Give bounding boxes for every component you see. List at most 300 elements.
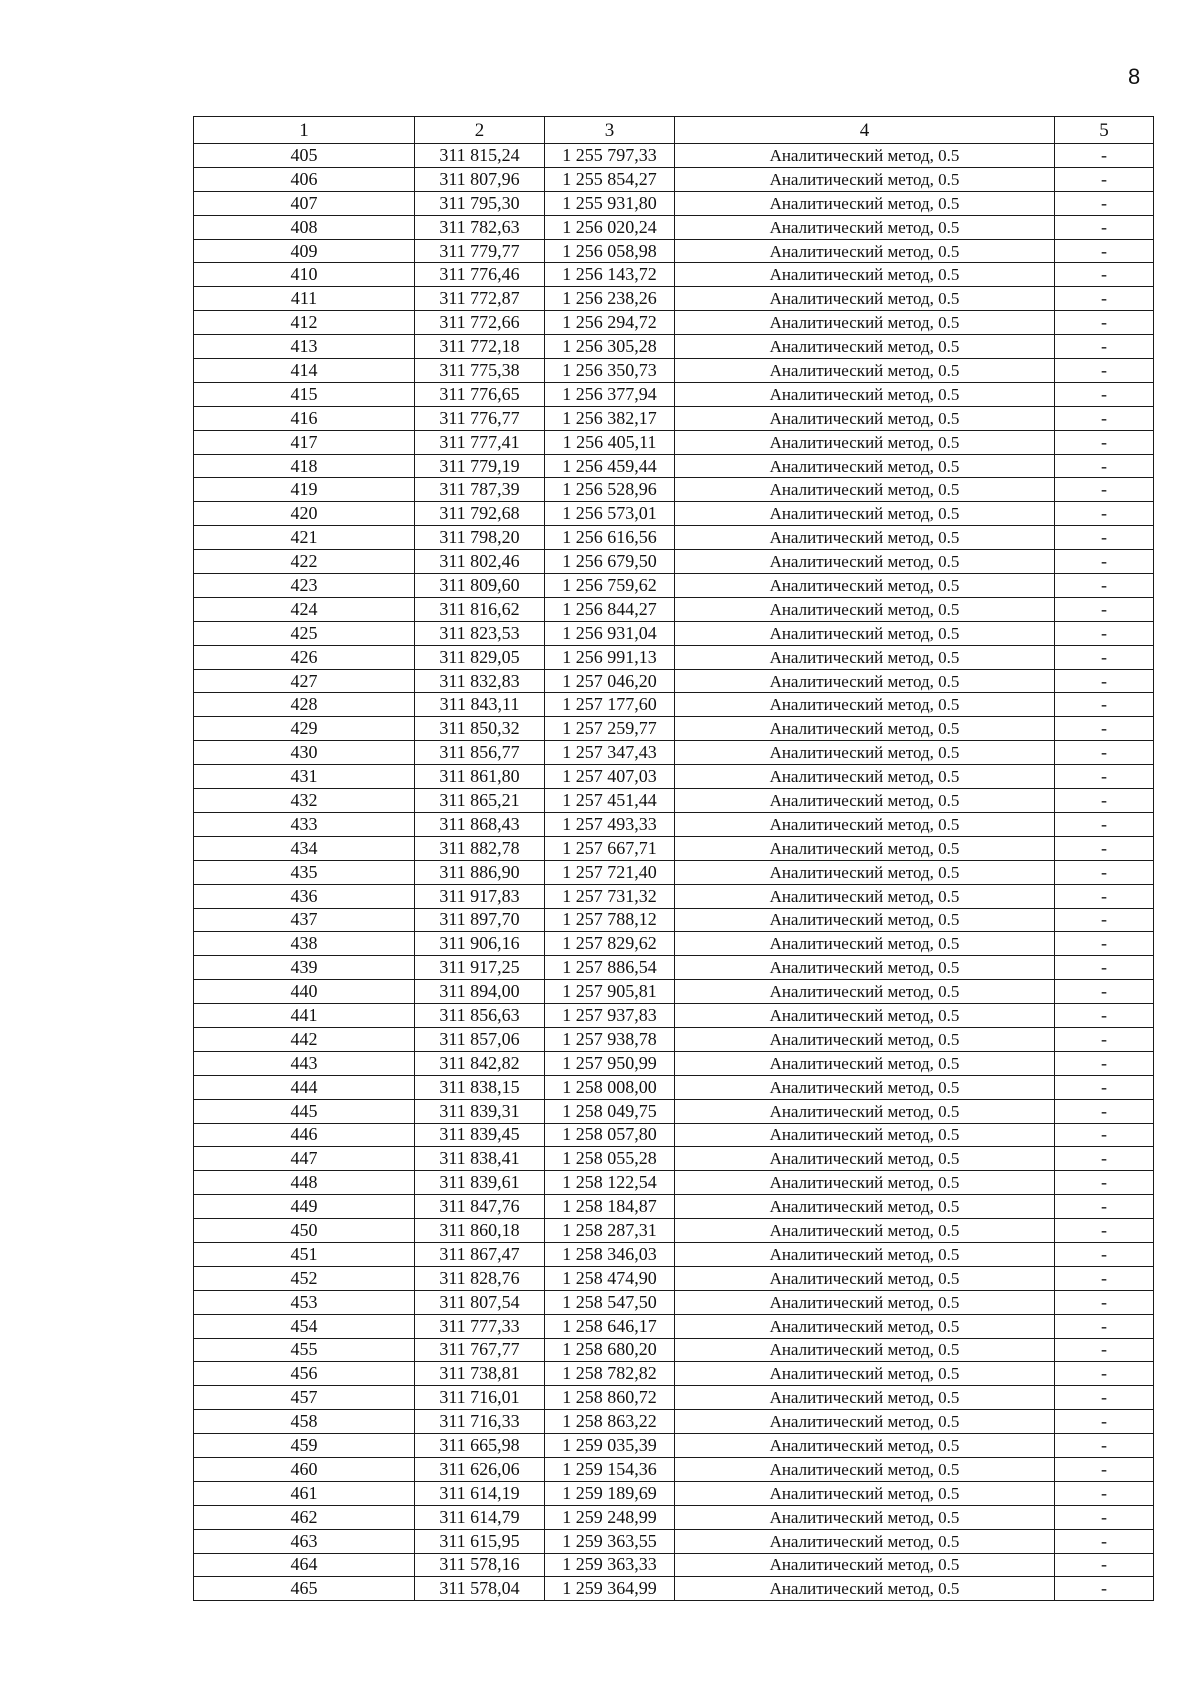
x-coordinate-cell: 311 917,83 — [415, 884, 545, 908]
y-coordinate-cell: 1 257 886,54 — [545, 956, 675, 980]
note-cell: - — [1055, 1123, 1154, 1147]
method-cell: Аналитический метод, 0.5 — [675, 263, 1055, 287]
method-cell: Аналитический метод, 0.5 — [675, 502, 1055, 526]
note-cell: - — [1055, 430, 1154, 454]
method-cell: Аналитический метод, 0.5 — [675, 741, 1055, 765]
note-cell: - — [1055, 1457, 1154, 1481]
y-coordinate-cell: 1 256 459,44 — [545, 454, 675, 478]
table-row — [194, 1219, 1154, 1243]
point-number-cell: 464 — [194, 1553, 415, 1577]
header-col-4: 4 — [675, 117, 1055, 144]
table-row — [194, 1099, 1154, 1123]
table-row — [194, 789, 1154, 813]
method-cell: Аналитический метод, 0.5 — [675, 1481, 1055, 1505]
x-coordinate-cell: 311 839,31 — [415, 1099, 545, 1123]
note-cell: - — [1055, 1099, 1154, 1123]
x-coordinate-cell: 311 772,87 — [415, 287, 545, 311]
y-coordinate-cell: 1 257 493,33 — [545, 812, 675, 836]
y-coordinate-cell: 1 259 248,99 — [545, 1505, 675, 1529]
point-number-cell: 412 — [194, 311, 415, 335]
y-coordinate-cell: 1 258 055,28 — [545, 1147, 675, 1171]
table-row — [194, 1386, 1154, 1410]
note-cell: - — [1055, 693, 1154, 717]
method-cell: Аналитический метод, 0.5 — [675, 1434, 1055, 1458]
table-row — [194, 406, 1154, 430]
table-body — [194, 144, 1154, 1601]
point-number-cell: 454 — [194, 1314, 415, 1338]
method-cell: Аналитический метод, 0.5 — [675, 430, 1055, 454]
table-row — [194, 1242, 1154, 1266]
x-coordinate-cell: 311 894,00 — [415, 980, 545, 1004]
method-cell: Аналитический метод, 0.5 — [675, 1577, 1055, 1601]
point-number-cell: 434 — [194, 836, 415, 860]
note-cell: - — [1055, 1410, 1154, 1434]
table-row — [194, 1457, 1154, 1481]
x-coordinate-cell: 311 850,32 — [415, 717, 545, 741]
method-cell: Аналитический метод, 0.5 — [675, 311, 1055, 335]
method-cell: Аналитический метод, 0.5 — [675, 1505, 1055, 1529]
method-cell: Аналитический метод, 0.5 — [675, 932, 1055, 956]
y-coordinate-cell: 1 256 844,27 — [545, 597, 675, 621]
point-number-cell: 459 — [194, 1434, 415, 1458]
table-row — [194, 1553, 1154, 1577]
note-cell: - — [1055, 382, 1154, 406]
note-cell: - — [1055, 1075, 1154, 1099]
note-cell: - — [1055, 1529, 1154, 1553]
point-number-cell: 463 — [194, 1529, 415, 1553]
table-row — [194, 1481, 1154, 1505]
y-coordinate-cell: 1 255 797,33 — [545, 144, 675, 168]
y-coordinate-cell: 1 257 347,43 — [545, 741, 675, 765]
point-number-cell: 465 — [194, 1577, 415, 1601]
x-coordinate-cell: 311 823,53 — [415, 621, 545, 645]
table-row — [194, 1410, 1154, 1434]
method-cell: Аналитический метод, 0.5 — [675, 1529, 1055, 1553]
table-row — [194, 1529, 1154, 1553]
note-cell: - — [1055, 669, 1154, 693]
point-number-cell: 406 — [194, 167, 415, 191]
y-coordinate-cell: 1 256 573,01 — [545, 502, 675, 526]
y-coordinate-cell: 1 258 346,03 — [545, 1242, 675, 1266]
method-cell: Аналитический метод, 0.5 — [675, 191, 1055, 215]
x-coordinate-cell: 311 860,18 — [415, 1219, 545, 1243]
table-row — [194, 1075, 1154, 1099]
point-number-cell: 426 — [194, 645, 415, 669]
y-coordinate-cell: 1 257 938,78 — [545, 1027, 675, 1051]
point-number-cell: 447 — [194, 1147, 415, 1171]
x-coordinate-cell: 311 614,79 — [415, 1505, 545, 1529]
note-cell: - — [1055, 932, 1154, 956]
note-cell: - — [1055, 621, 1154, 645]
note-cell: - — [1055, 1171, 1154, 1195]
x-coordinate-cell: 311 777,41 — [415, 430, 545, 454]
table-row — [194, 860, 1154, 884]
x-coordinate-cell: 311 897,70 — [415, 908, 545, 932]
x-coordinate-cell: 311 861,80 — [415, 765, 545, 789]
note-cell: - — [1055, 478, 1154, 502]
x-coordinate-cell: 311 776,46 — [415, 263, 545, 287]
x-coordinate-cell: 311 795,30 — [415, 191, 545, 215]
note-cell: - — [1055, 335, 1154, 359]
method-cell: Аналитический метод, 0.5 — [675, 1553, 1055, 1577]
point-number-cell: 458 — [194, 1410, 415, 1434]
table-row — [194, 693, 1154, 717]
y-coordinate-cell: 1 258 049,75 — [545, 1099, 675, 1123]
note-cell: - — [1055, 1051, 1154, 1075]
y-coordinate-cell: 1 256 020,24 — [545, 215, 675, 239]
y-coordinate-cell: 1 257 046,20 — [545, 669, 675, 693]
point-number-cell: 443 — [194, 1051, 415, 1075]
table-row — [194, 621, 1154, 645]
page-number: 8 — [1128, 64, 1141, 89]
point-number-cell: 413 — [194, 335, 415, 359]
note-cell: - — [1055, 812, 1154, 836]
table-row — [194, 215, 1154, 239]
y-coordinate-cell: 1 257 829,62 — [545, 932, 675, 956]
point-number-cell: 420 — [194, 502, 415, 526]
x-coordinate-cell: 311 614,19 — [415, 1481, 545, 1505]
y-coordinate-cell: 1 256 305,28 — [545, 335, 675, 359]
point-number-cell: 415 — [194, 382, 415, 406]
x-coordinate-cell: 311 792,68 — [415, 502, 545, 526]
x-coordinate-cell: 311 772,18 — [415, 335, 545, 359]
note-cell: - — [1055, 1147, 1154, 1171]
point-number-cell: 423 — [194, 574, 415, 598]
y-coordinate-cell: 1 259 189,69 — [545, 1481, 675, 1505]
table-row — [194, 1004, 1154, 1028]
y-coordinate-cell: 1 257 937,83 — [545, 1004, 675, 1028]
method-cell: Аналитический метод, 0.5 — [675, 239, 1055, 263]
table-row — [194, 980, 1154, 1004]
note-cell: - — [1055, 836, 1154, 860]
x-coordinate-cell: 311 809,60 — [415, 574, 545, 598]
table-row — [194, 454, 1154, 478]
table-row — [194, 478, 1154, 502]
note-cell: - — [1055, 215, 1154, 239]
table-row — [194, 335, 1154, 359]
note-cell: - — [1055, 1434, 1154, 1458]
table-row — [194, 932, 1154, 956]
x-coordinate-cell: 311 847,76 — [415, 1195, 545, 1219]
header-col-3: 3 — [545, 117, 675, 144]
table-row — [194, 908, 1154, 932]
x-coordinate-cell: 311 578,04 — [415, 1577, 545, 1601]
method-cell: Аналитический метод, 0.5 — [675, 167, 1055, 191]
x-coordinate-cell: 311 868,43 — [415, 812, 545, 836]
y-coordinate-cell: 1 258 057,80 — [545, 1123, 675, 1147]
y-coordinate-cell: 1 258 184,87 — [545, 1195, 675, 1219]
table-row — [194, 1266, 1154, 1290]
header-col-1: 1 — [194, 117, 415, 144]
x-coordinate-cell: 311 772,66 — [415, 311, 545, 335]
method-cell: Аналитический метод, 0.5 — [675, 1457, 1055, 1481]
x-coordinate-cell: 311 776,65 — [415, 382, 545, 406]
note-cell: - — [1055, 1362, 1154, 1386]
table-row — [194, 1123, 1154, 1147]
table-row — [194, 1195, 1154, 1219]
x-coordinate-cell: 311 856,63 — [415, 1004, 545, 1028]
point-number-cell: 446 — [194, 1123, 415, 1147]
x-coordinate-cell: 311 838,15 — [415, 1075, 545, 1099]
table-row — [194, 597, 1154, 621]
table-row — [194, 884, 1154, 908]
y-coordinate-cell: 1 259 154,36 — [545, 1457, 675, 1481]
note-cell: - — [1055, 645, 1154, 669]
point-number-cell: 444 — [194, 1075, 415, 1099]
method-cell: Аналитический метод, 0.5 — [675, 836, 1055, 860]
method-cell: Аналитический метод, 0.5 — [675, 1099, 1055, 1123]
note-cell: - — [1055, 144, 1154, 168]
table-row — [194, 1290, 1154, 1314]
table-row — [194, 574, 1154, 598]
method-cell: Аналитический метод, 0.5 — [675, 1219, 1055, 1243]
x-coordinate-cell: 311 578,16 — [415, 1553, 545, 1577]
method-cell: Аналитический метод, 0.5 — [675, 908, 1055, 932]
method-cell: Аналитический метод, 0.5 — [675, 1290, 1055, 1314]
x-coordinate-cell: 311 828,76 — [415, 1266, 545, 1290]
table-row — [194, 550, 1154, 574]
table-row — [194, 812, 1154, 836]
method-cell: Аналитический метод, 0.5 — [675, 1386, 1055, 1410]
x-coordinate-cell: 311 842,82 — [415, 1051, 545, 1075]
note-cell: - — [1055, 1505, 1154, 1529]
point-number-cell: 419 — [194, 478, 415, 502]
y-coordinate-cell: 1 256 759,62 — [545, 574, 675, 598]
x-coordinate-cell: 311 626,06 — [415, 1457, 545, 1481]
method-cell: Аналитический метод, 0.5 — [675, 454, 1055, 478]
x-coordinate-cell: 311 738,81 — [415, 1362, 545, 1386]
x-coordinate-cell: 311 839,61 — [415, 1171, 545, 1195]
table-row — [194, 263, 1154, 287]
y-coordinate-cell: 1 258 860,72 — [545, 1386, 675, 1410]
table-row — [194, 1362, 1154, 1386]
x-coordinate-cell: 311 779,77 — [415, 239, 545, 263]
x-coordinate-cell: 311 816,62 — [415, 597, 545, 621]
x-coordinate-cell: 311 615,95 — [415, 1529, 545, 1553]
point-number-cell: 407 — [194, 191, 415, 215]
y-coordinate-cell: 1 257 905,81 — [545, 980, 675, 1004]
x-coordinate-cell: 311 865,21 — [415, 789, 545, 813]
point-number-cell: 410 — [194, 263, 415, 287]
note-cell: - — [1055, 1027, 1154, 1051]
y-coordinate-cell: 1 258 008,00 — [545, 1075, 675, 1099]
x-coordinate-cell: 311 782,63 — [415, 215, 545, 239]
point-number-cell: 427 — [194, 669, 415, 693]
table-header — [194, 117, 1154, 144]
x-coordinate-cell: 311 807,96 — [415, 167, 545, 191]
point-number-cell: 435 — [194, 860, 415, 884]
method-cell: Аналитический метод, 0.5 — [675, 765, 1055, 789]
method-cell: Аналитический метод, 0.5 — [675, 382, 1055, 406]
x-coordinate-cell: 311 832,83 — [415, 669, 545, 693]
note-cell: - — [1055, 502, 1154, 526]
method-cell: Аналитический метод, 0.5 — [675, 1027, 1055, 1051]
header-col-5: 5 — [1055, 117, 1154, 144]
note-cell: - — [1055, 1386, 1154, 1410]
y-coordinate-cell: 1 255 854,27 — [545, 167, 675, 191]
method-cell: Аналитический метод, 0.5 — [675, 406, 1055, 430]
point-number-cell: 429 — [194, 717, 415, 741]
x-coordinate-cell: 311 815,24 — [415, 144, 545, 168]
method-cell: Аналитический метод, 0.5 — [675, 478, 1055, 502]
note-cell: - — [1055, 1219, 1154, 1243]
point-number-cell: 453 — [194, 1290, 415, 1314]
note-cell: - — [1055, 1242, 1154, 1266]
x-coordinate-cell: 311 807,54 — [415, 1290, 545, 1314]
table-row — [194, 836, 1154, 860]
point-number-cell: 450 — [194, 1219, 415, 1243]
method-cell: Аналитический метод, 0.5 — [675, 717, 1055, 741]
point-number-cell: 451 — [194, 1242, 415, 1266]
table-row — [194, 382, 1154, 406]
method-cell: Аналитический метод, 0.5 — [675, 287, 1055, 311]
point-number-cell: 408 — [194, 215, 415, 239]
table-row — [194, 645, 1154, 669]
point-number-cell: 452 — [194, 1266, 415, 1290]
x-coordinate-cell: 311 838,41 — [415, 1147, 545, 1171]
point-number-cell: 428 — [194, 693, 415, 717]
note-cell: - — [1055, 287, 1154, 311]
y-coordinate-cell: 1 257 177,60 — [545, 693, 675, 717]
note-cell: - — [1055, 1195, 1154, 1219]
note-cell: - — [1055, 359, 1154, 383]
x-coordinate-cell: 311 906,16 — [415, 932, 545, 956]
table-row — [194, 1577, 1154, 1601]
note-cell: - — [1055, 1338, 1154, 1362]
x-coordinate-cell: 311 776,77 — [415, 406, 545, 430]
note-cell: - — [1055, 717, 1154, 741]
table-row — [194, 1505, 1154, 1529]
point-number-cell: 411 — [194, 287, 415, 311]
table-row — [194, 1434, 1154, 1458]
method-cell: Аналитический метод, 0.5 — [675, 1147, 1055, 1171]
method-cell: Аналитический метод, 0.5 — [675, 1314, 1055, 1338]
method-cell: Аналитический метод, 0.5 — [675, 597, 1055, 621]
method-cell: Аналитический метод, 0.5 — [675, 526, 1055, 550]
method-cell: Аналитический метод, 0.5 — [675, 645, 1055, 669]
y-coordinate-cell: 1 256 058,98 — [545, 239, 675, 263]
x-coordinate-cell: 311 857,06 — [415, 1027, 545, 1051]
y-coordinate-cell: 1 257 451,44 — [545, 789, 675, 813]
y-coordinate-cell: 1 259 035,39 — [545, 1434, 675, 1458]
table-row — [194, 287, 1154, 311]
y-coordinate-cell: 1 256 350,73 — [545, 359, 675, 383]
method-cell: Аналитический метод, 0.5 — [675, 621, 1055, 645]
table-row — [194, 167, 1154, 191]
point-number-cell: 449 — [194, 1195, 415, 1219]
method-cell: Аналитический метод, 0.5 — [675, 1123, 1055, 1147]
table-row — [194, 669, 1154, 693]
table-row — [194, 717, 1154, 741]
method-cell: Аналитический метод, 0.5 — [675, 1410, 1055, 1434]
note-cell: - — [1055, 789, 1154, 813]
point-number-cell: 448 — [194, 1171, 415, 1195]
method-cell: Аналитический метод, 0.5 — [675, 1266, 1055, 1290]
note-cell: - — [1055, 908, 1154, 932]
method-cell: Аналитический метод, 0.5 — [675, 884, 1055, 908]
method-cell: Аналитический метод, 0.5 — [675, 1338, 1055, 1362]
x-coordinate-cell: 311 917,25 — [415, 956, 545, 980]
table-row — [194, 765, 1154, 789]
point-number-cell: 442 — [194, 1027, 415, 1051]
method-cell: Аналитический метод, 0.5 — [675, 574, 1055, 598]
note-cell: - — [1055, 311, 1154, 335]
method-cell: Аналитический метод, 0.5 — [675, 1051, 1055, 1075]
method-cell: Аналитический метод, 0.5 — [675, 860, 1055, 884]
y-coordinate-cell: 1 256 679,50 — [545, 550, 675, 574]
y-coordinate-cell: 1 256 405,11 — [545, 430, 675, 454]
x-coordinate-cell: 311 867,47 — [415, 1242, 545, 1266]
y-coordinate-cell: 1 258 863,22 — [545, 1410, 675, 1434]
point-number-cell: 418 — [194, 454, 415, 478]
point-number-cell: 440 — [194, 980, 415, 1004]
method-cell: Аналитический метод, 0.5 — [675, 1075, 1055, 1099]
note-cell: - — [1055, 263, 1154, 287]
note-cell: - — [1055, 1266, 1154, 1290]
point-number-cell: 424 — [194, 597, 415, 621]
point-number-cell: 431 — [194, 765, 415, 789]
y-coordinate-cell: 1 259 364,99 — [545, 1577, 675, 1601]
note-cell: - — [1055, 1004, 1154, 1028]
y-coordinate-cell: 1 258 782,82 — [545, 1362, 675, 1386]
y-coordinate-cell: 1 258 474,90 — [545, 1266, 675, 1290]
x-coordinate-cell: 311 829,05 — [415, 645, 545, 669]
method-cell: Аналитический метод, 0.5 — [675, 359, 1055, 383]
y-coordinate-cell: 1 258 547,50 — [545, 1290, 675, 1314]
point-number-cell: 414 — [194, 359, 415, 383]
table-row — [194, 956, 1154, 980]
table-row — [194, 741, 1154, 765]
y-coordinate-cell: 1 257 407,03 — [545, 765, 675, 789]
y-coordinate-cell: 1 256 931,04 — [545, 621, 675, 645]
header-row — [194, 117, 1154, 144]
table-row — [194, 144, 1154, 168]
x-coordinate-cell: 311 839,45 — [415, 1123, 545, 1147]
point-number-cell: 425 — [194, 621, 415, 645]
y-coordinate-cell: 1 256 377,94 — [545, 382, 675, 406]
point-number-cell: 439 — [194, 956, 415, 980]
table-row — [194, 430, 1154, 454]
note-cell: - — [1055, 980, 1154, 1004]
point-number-cell: 430 — [194, 741, 415, 765]
y-coordinate-cell: 1 258 646,17 — [545, 1314, 675, 1338]
x-coordinate-cell: 311 856,77 — [415, 741, 545, 765]
table-row — [194, 1338, 1154, 1362]
point-number-cell: 445 — [194, 1099, 415, 1123]
y-coordinate-cell: 1 258 680,20 — [545, 1338, 675, 1362]
y-coordinate-cell: 1 257 667,71 — [545, 836, 675, 860]
point-number-cell: 460 — [194, 1457, 415, 1481]
point-number-cell: 457 — [194, 1386, 415, 1410]
x-coordinate-cell: 311 779,19 — [415, 454, 545, 478]
method-cell: Аналитический метод, 0.5 — [675, 956, 1055, 980]
point-number-cell: 421 — [194, 526, 415, 550]
x-coordinate-cell: 311 775,38 — [415, 359, 545, 383]
method-cell: Аналитический метод, 0.5 — [675, 669, 1055, 693]
x-coordinate-cell: 311 843,11 — [415, 693, 545, 717]
y-coordinate-cell: 1 256 238,26 — [545, 287, 675, 311]
note-cell: - — [1055, 406, 1154, 430]
method-cell: Аналитический метод, 0.5 — [675, 144, 1055, 168]
x-coordinate-cell: 311 665,98 — [415, 1434, 545, 1458]
note-cell: - — [1055, 526, 1154, 550]
y-coordinate-cell: 1 256 991,13 — [545, 645, 675, 669]
x-coordinate-cell: 311 767,77 — [415, 1338, 545, 1362]
note-cell: - — [1055, 1481, 1154, 1505]
note-cell: - — [1055, 167, 1154, 191]
note-cell: - — [1055, 1553, 1154, 1577]
point-number-cell: 432 — [194, 789, 415, 813]
